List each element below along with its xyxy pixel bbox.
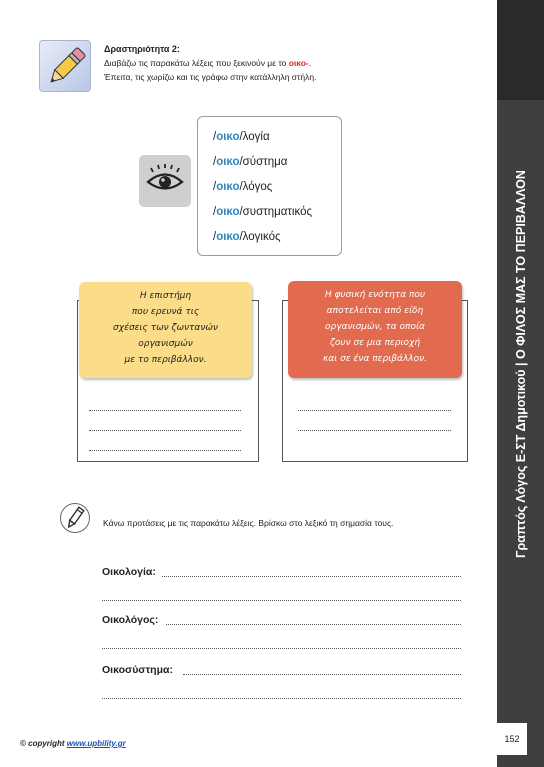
instruction-keyword: οικο- bbox=[288, 58, 309, 68]
copyright bbox=[20, 739, 126, 748]
word-item: /οικο/λόγος bbox=[213, 181, 273, 193]
sidebar-title: Γραπτός Λόγος Ε-ΣΤ Δημοτικού | Ο ΦΙΛΟΣ ΜΑΣ ΤΟ ΠΕΡΙΒΑΛΛΟΝ bbox=[514, 170, 528, 558]
definition-line: Η φυσική ενότητα που bbox=[324, 290, 426, 300]
answer-line-left[interactable] bbox=[89, 430, 241, 431]
pencil-icon bbox=[60, 503, 90, 533]
word-item: /οικο/λογικός bbox=[213, 231, 281, 243]
answer-line-left[interactable] bbox=[89, 450, 241, 451]
page-number: 152 bbox=[504, 734, 520, 744]
eye-icon bbox=[139, 155, 191, 207]
pencil-eraser-icon bbox=[39, 40, 91, 92]
term-ecosystem: Οικοσύστημα: bbox=[102, 664, 173, 676]
definition-line: Η επιστήμη bbox=[139, 291, 192, 301]
definition-line: και σε ένα περιβάλλον. bbox=[322, 354, 428, 364]
definition-line: που ερευνά τις bbox=[131, 307, 200, 317]
copyright-link[interactable]: www.upbility.gr bbox=[66, 739, 126, 748]
sentence-line[interactable] bbox=[102, 600, 461, 601]
sentence-line[interactable] bbox=[166, 624, 461, 625]
activity-title: Δραστηριότητα 2: bbox=[104, 44, 180, 54]
definition-card-ecology bbox=[79, 282, 252, 378]
activity-instruction-line2: Έπειτα, τις χωρίζω και τις γράφω στην κατάλληλη στήλη. bbox=[104, 72, 317, 82]
sentence-line[interactable] bbox=[102, 648, 461, 649]
definition-card-ecosystem bbox=[288, 281, 462, 378]
definition-line: οργανισμών, τα οποία bbox=[325, 322, 425, 332]
word-item: /οικο/συστηματικός bbox=[213, 206, 313, 218]
instruction-end: . bbox=[308, 58, 312, 68]
definition-line: αποτελείται από είδη bbox=[326, 306, 424, 316]
sentence-instruction: Κάνω προτάσεις με τις παρακάτω λέξεις. Βρίσκω στο λεξικό τη σημασία τους. bbox=[103, 518, 394, 528]
definition-line: με το περιβάλλον. bbox=[124, 355, 207, 365]
term-ecologist: Οικολόγος: bbox=[102, 614, 159, 626]
term-ecology: Οικολογία: bbox=[102, 566, 156, 578]
sentence-line[interactable] bbox=[183, 674, 461, 675]
answer-line-right[interactable] bbox=[298, 410, 451, 411]
sentence-line[interactable] bbox=[162, 576, 461, 577]
sentence-line[interactable] bbox=[102, 698, 461, 699]
answer-line-right[interactable] bbox=[298, 430, 451, 431]
word-item: /οικο/σύστημα bbox=[213, 156, 288, 168]
definition-line: σχέσεις των ζωντανών bbox=[113, 323, 218, 333]
copyright-text: © copyright bbox=[20, 739, 67, 748]
instruction-text: Διαβάζω τις παρακάτω λέξεις που ξεκινούν με το bbox=[104, 58, 289, 68]
definition-line: οργανισμών bbox=[138, 339, 193, 349]
word-item: /οικο/λογία bbox=[213, 131, 270, 143]
activity-instruction bbox=[104, 58, 311, 68]
answer-line-left[interactable] bbox=[89, 410, 241, 411]
definition-line: ζουν σε μια περιοχή bbox=[329, 338, 421, 348]
